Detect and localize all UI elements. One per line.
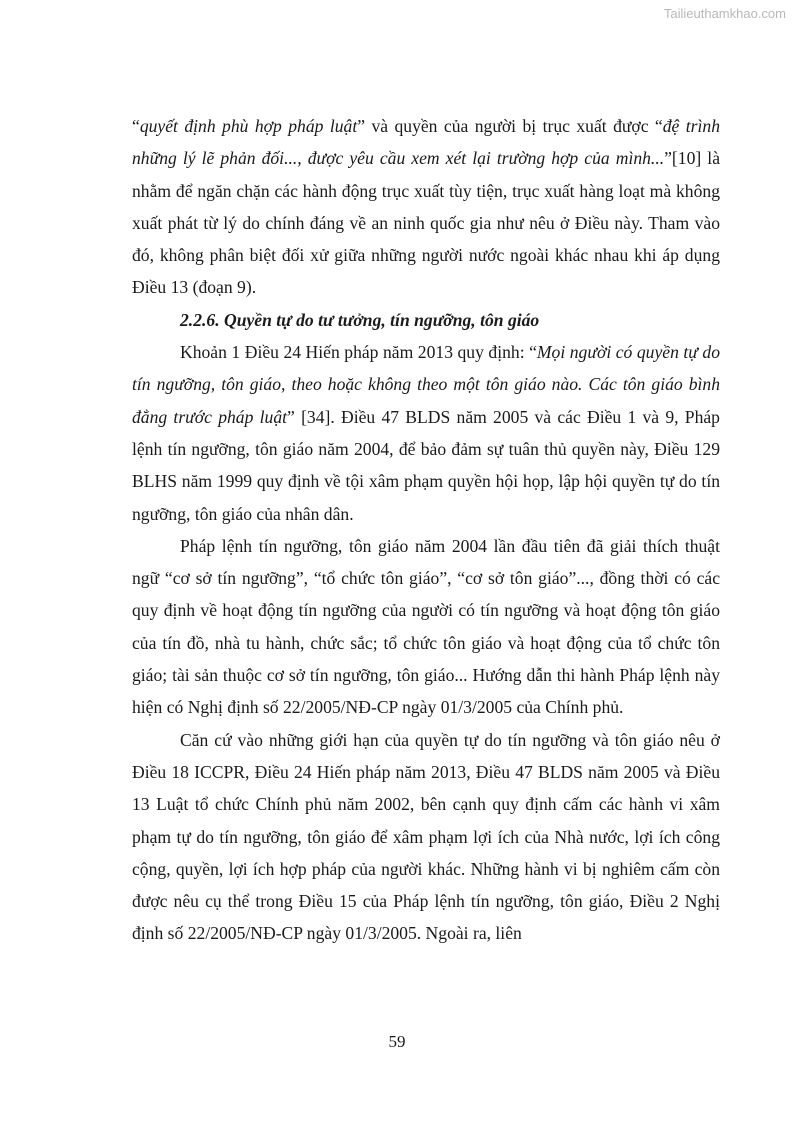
watermark: Tailieuthamkhao.com [663, 6, 786, 21]
p2-italic: Mọi người có quyền tự do tín ngưỡng, tôn giáo, theo hoặc không theo một tôn giáo nào. Các tôn giáo bình đẳng trước pháp luật [132, 342, 720, 427]
page-number: 59 [388, 1032, 406, 1051]
section-heading: 2.2.6. Quyền tự do tư tưởng, tín ngưỡng, tôn giáo [180, 309, 540, 330]
p2-text-2: ” [34]. Điều 47 BLDS năm 2005 và các Điều 1 và 9, Pháp lệnh tín ngưỡng, tôn giáo năm 2004, để bảo đảm sự tuân thủ quyền này, Điều 129 BLHS năm 1999 quy định về tội xâm phạm quyền hội họp, lập hội quyền tự do tín ngưỡng, tôn giáo của nhân dân. [132, 406, 720, 524]
p1-italic-1: quyết định phù hợp pháp luật [139, 116, 358, 136]
p1-quote-open: “ [132, 116, 140, 136]
p2-text-1: Khoản 1 Điều 24 Hiến pháp năm 2013 quy định: “ [180, 342, 537, 363]
paragraph-3: Pháp lệnh tín ngưỡng, tôn giáo năm 2004 lần đầu tiên đã giải thích thuật ngữ “cơ sở tín ngưỡng”, “tổ chức tôn giáo”, “cơ sở tôn giáo”..., đồng thời có các quy định về hoạt động tín ngưỡng của người có tín ngưỡng và hoạt động tôn giáo của tín đồ, nhà tu hành, chức sắc; tổ chức tôn giáo và hoạt động của tổ chức tôn giáo; tài sản thuộc cơ sở tín ngưỡng, tôn giáo... Hướng dẫn thi hành Pháp lệnh này hiện có Nghị định số 22/2005/NĐ-CP ngày 01/3/2005 của Chính phủ. [132, 535, 720, 718]
p1-text-1: ” và quyền của người bị trục xuất được “ [357, 116, 663, 136]
paragraph-1 [132, 110, 720, 304]
p1-italic-2: đệ trình những lý lẽ phản đối..., được yêu cầu xem xét lại trường hợp của mình... [132, 116, 720, 169]
page-body [132, 110, 720, 950]
paragraph-2 [132, 336, 720, 530]
paragraph-4: Căn cứ vào những giới hạn của quyền tự do tín ngưỡng và tôn giáo nêu ở Điều 18 ICCPR, Điều 24 Hiến pháp năm 2013, Điều 47 BLDS năm 2005 và Điều 13 Luật tổ chức Chính phủ năm 2002, bên cạnh quy định cấm các hành vi xâm phạm tự do tín ngưỡng, tôn giáo để xâm phạm lợi ích của Nhà nước, lợi ích công cộng, quyền, lợi ích hợp pháp của người khác. Những hành vi bị nghiêm cấm còn được nêu cụ thể trong Điều 15 của Pháp lệnh tín ngưỡng, tôn giáo, Điều 2 Nghị định số 22/2005/NĐ-CP ngày 01/3/2005. Ngoài ra, liên [132, 729, 720, 944]
p1-text-2: ”[10] là nhằm để ngăn chặn các hành động trục xuất tùy tiện, trục xuất hàng loạt mà không xuất phát từ lý do chính đáng về an ninh quốc gia như nêu ở Điều này. Tham vào đó, không phân biệt đối xử giữa những người nước ngoài khác nhau khi áp dụng Điều 13 (đoạn 9). [132, 148, 720, 298]
